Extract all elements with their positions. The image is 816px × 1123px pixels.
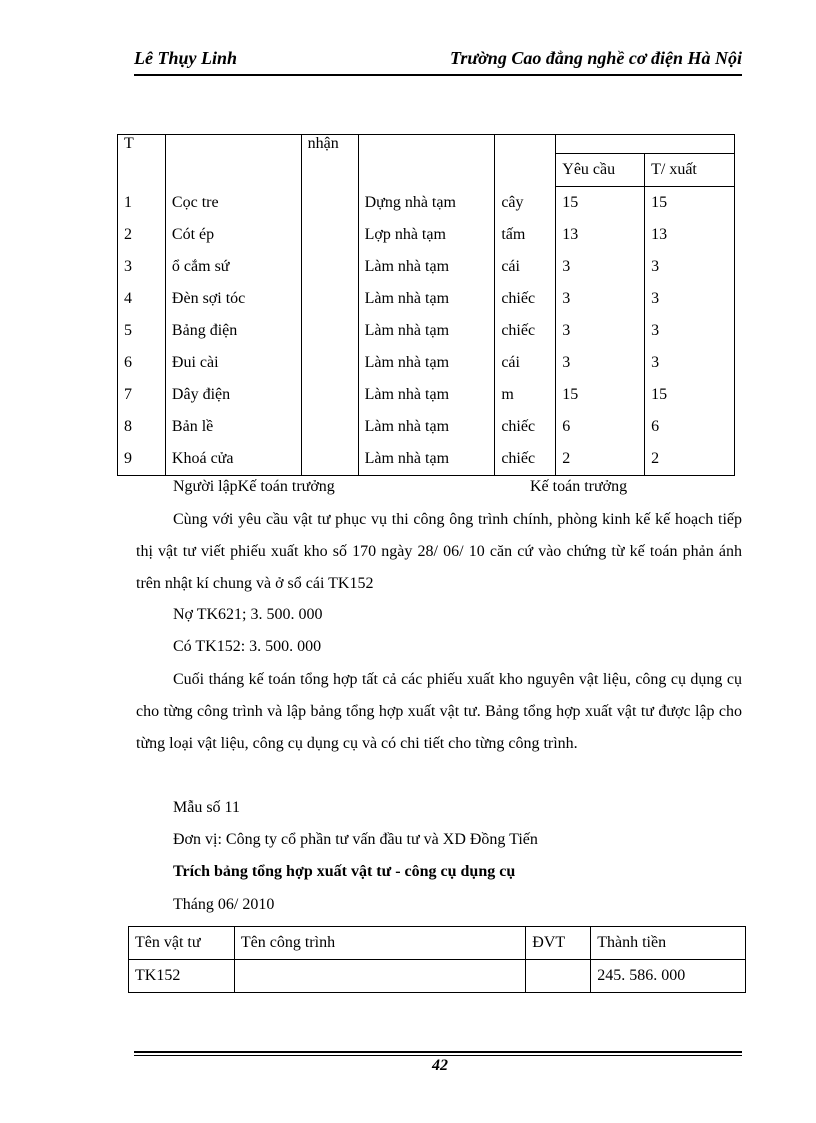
form-number: Mẫu số 11 xyxy=(173,799,240,816)
head-unit xyxy=(495,135,556,187)
table-row: 8 Bản lề Làm nhà tạm chiếc 6 6 xyxy=(118,411,735,443)
header-author: Lê Thụy Linh xyxy=(134,48,238,68)
summary-table xyxy=(128,926,746,993)
paragraph-2: Cuối tháng kế toán tổng hợp tất cả các phiếu xuất kho nguyên vật liệu, công cụ dụng cụ cho từng công trình và lập bảng tổng hợp xuất vật tư. Bảng tổng hợp xuất vật tư được lập cho từng loại vật liệu, công cụ dụng cụ và có chi tiết cho từng công trình. xyxy=(136,671,742,752)
materials-table xyxy=(117,134,735,476)
month-label: Tháng 06/ 2010 xyxy=(173,896,275,913)
summary-data-row: TK152 245. 586. 000 xyxy=(129,960,746,993)
header-school: Trường Cao đẳng nghề cơ điện Hà Nội xyxy=(450,48,742,68)
head-name xyxy=(165,135,301,187)
head-nhan: nhận xyxy=(301,135,358,187)
table-row: 1 Cọc tre Dựng nhà tạm cây 15 15 xyxy=(118,187,735,220)
summary-title: Trích bảng tổng hợp xuất vật tư - công cụ dụng cụ xyxy=(173,863,516,880)
signature-left: Người lậpKế toán trưởng xyxy=(173,478,335,495)
table-row: 5 Bảng điện Làm nhà tạm chiếc 3 3 xyxy=(118,315,735,347)
table-row: 2 Cót ép Lợp nhà tạm tấm 13 13 xyxy=(118,219,735,251)
company-unit: Đơn vị: Công ty cổ phần tư vấn đầu tư và XD Đồng Tiến xyxy=(173,831,538,848)
summary-header-row: Tên vật tư Tên công trình ĐVT Thành tiền xyxy=(129,927,746,960)
head-yeucau: Yêu cầu xyxy=(556,154,645,187)
header-rule xyxy=(134,74,742,76)
head-stt: T xyxy=(118,135,166,187)
signature-right: Kế toán trưởng xyxy=(530,478,628,495)
head-quantity xyxy=(556,135,735,154)
page-number: 42 xyxy=(432,1057,448,1074)
credit-entry: Có TK152: 3. 500. 000 xyxy=(173,638,322,655)
page-header xyxy=(134,48,742,74)
table-row: 7 Dây điện Làm nhà tạm m 15 15 xyxy=(118,379,735,411)
table-row: 4 Đèn sợi tóc Làm nhà tạm chiếc 3 3 xyxy=(118,283,735,315)
table-row: 9 Khoá cửa Làm nhà tạm chiếc 2 2 xyxy=(118,443,735,476)
table-row: 3 ổ cắm sứ Làm nhà tạm cái 3 3 xyxy=(118,251,735,283)
table-header-row xyxy=(118,135,735,154)
paragraph-1: Cùng với yêu cầu vật tư phục vụ thi công ông trình chính, phòng kinh kế kế hoạch tiếp thị vật tư viết phiếu xuất kho số 170 ngày 28/ 06/ 10 căn cứ vào chứng từ kế toán phản ánh trên nhật kí chung và ở sổ cái TK152 xyxy=(136,511,742,592)
head-txuat: T/ xuất xyxy=(645,154,735,187)
table-row: 6 Đui cài Làm nhà tạm cái 3 3 xyxy=(118,347,735,379)
head-purpose xyxy=(358,135,495,187)
debit-entry: Nợ TK621; 3. 500. 000 xyxy=(173,606,323,623)
footer-rule-thin xyxy=(134,1055,742,1056)
footer-rule xyxy=(134,1051,742,1053)
